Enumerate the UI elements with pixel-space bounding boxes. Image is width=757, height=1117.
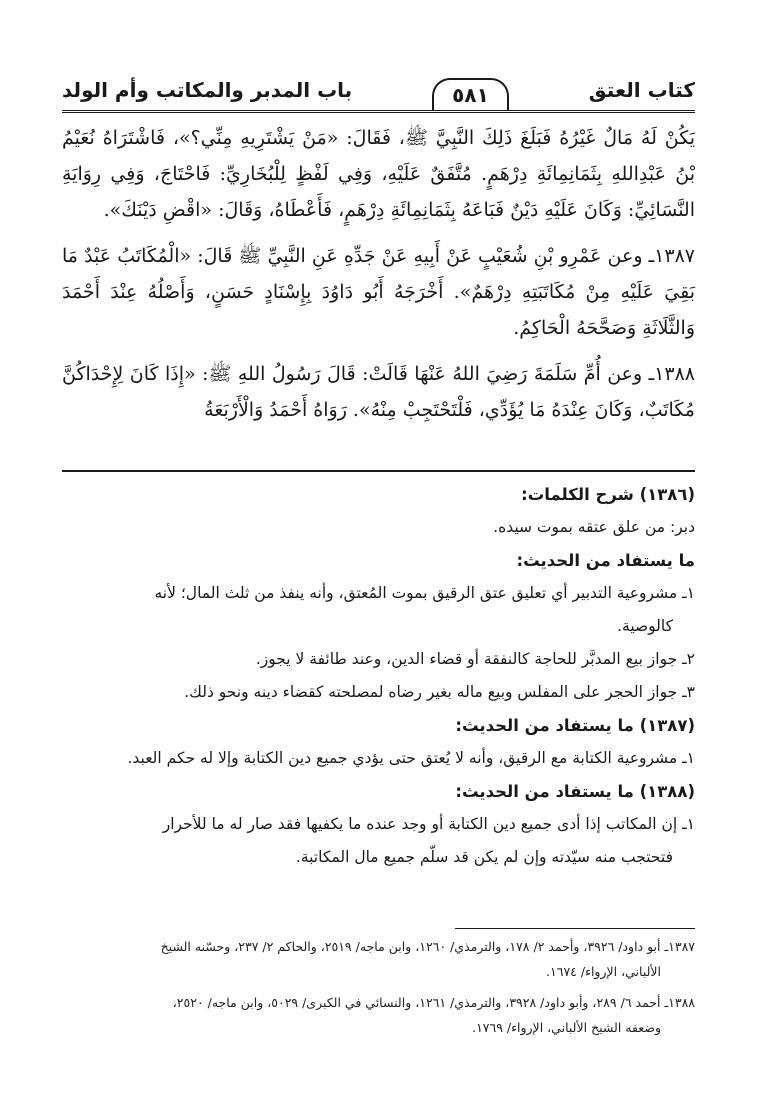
benefit-1386-1: ١ـ مشروعية التدبير أي تعليق عتق الرقيق بموت المُعتق، وأنه ينفذ من ثلث المال؛ لأنه: [154, 584, 695, 602]
benefit-1386-2: ٢ـ جواز بيع المدبَّر للحاجة كالنفقة أو قضاء الدين، وعند طائفة لا يجوز.: [255, 650, 695, 668]
benefit-1386-3: ٣ـ جواز الحجر على المفلس وبيع ماله بغير رضاه لمصلحته كقضاء دينه ونحو ذلك.: [184, 683, 695, 701]
benefit-1387-1: ١ـ مشروعية الكتابة مع الرقيق، وأنه لا يُعتق حتى يؤدي جميع دين الكتابة وإلا له حكم العبد.: [127, 749, 695, 767]
benefits-1386-heading: ما يستفاد من الحديث:: [516, 551, 695, 570]
benefit-1388-1-continuation: فتحتجب منه سيّدته وإن لم يكن قد سلّم جميع مال المكاتبة.: [295, 848, 673, 866]
page-number: ٥٨١: [432, 78, 509, 110]
footnote-1387-line2: الألباني، الإرواء/ ١٦٧٤.: [546, 964, 661, 979]
footnote-divider: [455, 928, 695, 929]
word-definition: دبر: من علق عتقه بموت سيده.: [493, 518, 695, 536]
benefit-1388-1: ١ـ إن المكاتب إذا أدى جميع دين الكتابة أو وجد عنده ما يكفيها فقد صار له ما للأحرار: [162, 815, 695, 833]
chapter-title: باب المدبر والمكاتب وأم الولد: [62, 78, 353, 102]
benefits-1388-heading: (١٣٨٨) ما يستفاد من الحديث:: [455, 782, 695, 801]
section-divider: [62, 470, 695, 472]
hadith-1387: ١٣٨٧ـ وعن عَمْرِو بْنِ شُعَيْبٍ عَنْ أَبِيهِ عَنْ جَدِّهِ عَنِ النَّبِيِّ ﷺ قَالَ: «الْمُكَاتَبُ عَبْدٌ مَا بَقِيَ عَلَيْهِ مِنْ مُكَاتَبَتِهِ دِرْهَمٌ». أَخْرَجَهُ أَبُو دَاوُدَ بِإِسْنَادٍ حَسَنٍ، وَأَصْلُهُ عِنْدَ أَحْمَدَ وَالثَّلَاثَةِ وَصَحَّحَهُ الْحَاكِمُ.: [62, 245, 695, 339]
footnote-1388-line2: وضعفه الشيخ الألباني، الإرواء/ ١٧٦٩.: [472, 1020, 661, 1035]
footnote-1388-line1: ١٣٨٨ـ أحمد ٦/ ٢٨٩، وأبو داود/ ٣٩٢٨، والترمذي/ ١٢٦١، والنسائي في الكبرى/ ٥٠٢٩، وابن ماجه/ ٢٥٢٠،: [172, 995, 695, 1010]
commentary-section: [62, 478, 695, 874]
footnotes: [62, 934, 695, 1046]
hadith-1388: ١٣٨٨ـ وعن أُمِّ سَلَمَةَ رَضِيَ اللهُ عَنْهَا قَالَتْ: قَالَ رَسُولُ اللهِ ﷺ: «إِذَا كَانَ لِإِحْدَاكُنَّ مُكَاتَبٌ، وَكَانَ عِنْدَهُ مَا يُؤَدِّي، فَلْتَحْتَجِبْ مِنْهُ». رَوَاهُ أَحْمَدُ وَالْأَرْبَعَةُ: [62, 363, 695, 421]
footnote-1388: [62, 990, 695, 1040]
footnote-1387: [62, 934, 695, 984]
commentary-1386-heading: (١٣٨٦) شرح الكلمات:: [521, 485, 695, 504]
footnote-1387-line1: ١٣٨٧ـ أبو داود/ ٣٩٢٦، وأحمد ٢/ ١٧٨، والترمذي/ ١٢٦٠، وابن ماجه/ ٢٥١٩، والحاكم ٢/ ٢٣٧، وحسّنه الشيخ: [160, 939, 695, 954]
hadith-text: [62, 120, 695, 438]
hadith-1386-continuation: يَكُنْ لَهُ مَالٌ غَيْرُهُ فَبَلَغَ ذَلِكَ النَّبِيَّ ﷺ، فَقَالَ: «مَنْ يَشْتَرِيهِ مِنِّي؟»، فَاشْتَرَاهُ نُعَيْمُ بْنُ عَبْدِاللهِ بِثَمَانِمِائَةِ دِرْهَمٍ. مُتَّفَقٌ عَلَيْهِ، وَفِي لَفْظٍ لِلْبُخَارِيِّ: فَاحْتَاجَ، وَفِي رِوَايَةِ النَّسَائِيِّ: وَكَانَ عَلَيْهِ دَيْنٌ فَبَاعَهُ بِثَمَانِمِائَةِ دِرْهَمٍ، فَأَعْطَاهُ، وَقَالَ: «اقْضِ دَيْنَكَ».: [62, 127, 695, 221]
benefits-1387-heading: (١٣٨٧) ما يستفاد من الحديث:: [455, 716, 695, 735]
page-header: [62, 70, 695, 113]
book-title: كتاب العتق: [588, 78, 695, 102]
benefit-1386-1-continuation: كالوصية.: [617, 617, 673, 635]
